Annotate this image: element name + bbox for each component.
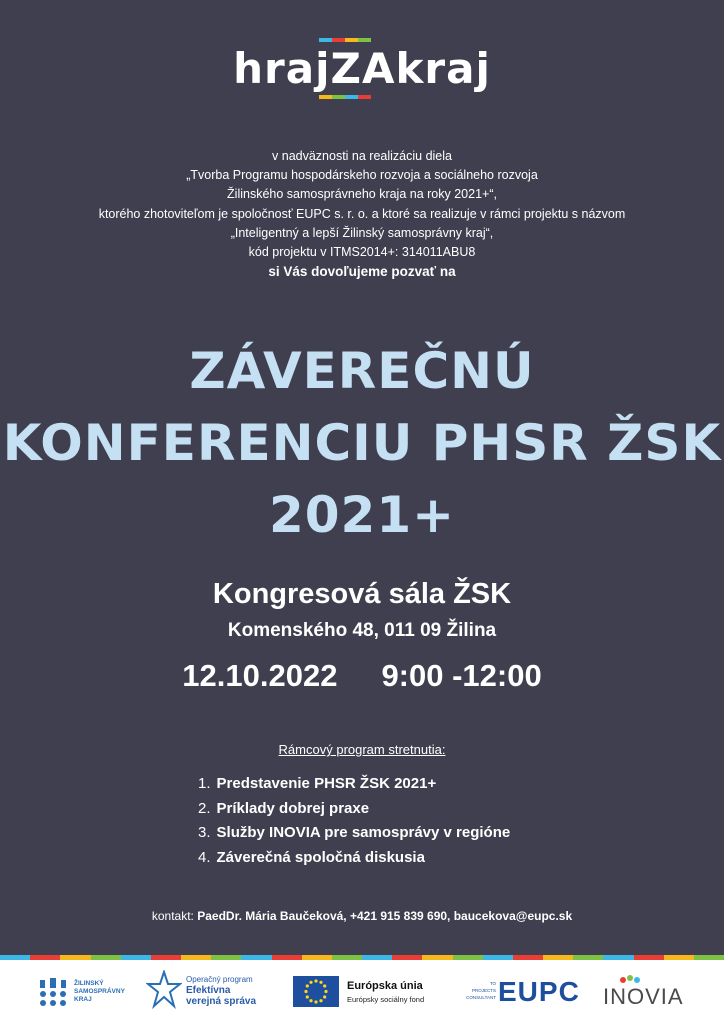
contact-line [0, 909, 724, 923]
op-line-1: Operačný program [186, 975, 253, 984]
stripe-segment [121, 955, 151, 960]
event-time: 9:00 -12:00 [381, 658, 542, 693]
program-item-number: 3. [198, 824, 211, 841]
invitation-line: si Vás dovoľujeme pozvať na [268, 264, 456, 280]
program-item-number: 4. [198, 848, 211, 866]
hrajzakraj-logo [0, 38, 724, 99]
zsk-line: KRAJ [74, 996, 92, 1003]
eupc-small-line: CONSULTANT [466, 995, 496, 1000]
stripe-segment [362, 955, 392, 960]
stripe-segment [453, 955, 483, 960]
program-item-text: Príklady dobrej praxe [216, 799, 370, 817]
stripe-segment [211, 955, 241, 960]
program-item [198, 772, 510, 797]
stripe-segment [181, 955, 211, 960]
venue-address: Komenského 48, 011 09 Žilina [227, 620, 497, 641]
eu-title: Európska únia [347, 980, 423, 992]
intro-line: kód projektu v ITMS2014+: 314011ABU8 [248, 245, 476, 260]
stripe-segment [694, 955, 724, 960]
program-heading: Rámcový program stretnutia: [278, 742, 446, 757]
eupc-logo [462, 978, 582, 1008]
star-person-icon [146, 970, 182, 1010]
eupc-wordmark: EUPC [498, 976, 580, 1007]
stripe-segment [30, 955, 60, 960]
intro-line: ktorého zhotoviteľom je spoločnosť EUPC s. r. o. a ktoré sa realizuje v rámci projektu s názvom [98, 206, 626, 221]
program-item-number: 1. [198, 775, 211, 792]
program-item [198, 797, 510, 822]
stripe-segment [241, 955, 271, 960]
intro-line: Žilinského samosprávneho kraja na roky 2021+“, [227, 187, 497, 202]
eupc-small-line: PROJECTS [471, 988, 496, 993]
logo-text: hrajZAkraj [233, 44, 491, 93]
color-stripe [0, 955, 724, 960]
zsk-logo [36, 976, 126, 1012]
stripe-segment [151, 955, 181, 960]
title-line-1: ZÁVEREČNÚ [189, 342, 535, 400]
contact-details: PaedDr. Mária Baučeková, +421 915 839 690, baucekova@eupc.sk [197, 909, 573, 923]
stripe-segment [483, 955, 513, 960]
logo-top-bar [319, 38, 371, 42]
stripe-segment [513, 955, 543, 960]
partner-logos [0, 962, 724, 1024]
event-date: 12.10.2022 [182, 658, 338, 693]
eu-subtitle: Európsky sociálny fond [347, 995, 425, 1004]
intro-line: v nadväznosti na realizáciu diela [272, 149, 452, 163]
op-line-2: Efektívna [186, 985, 231, 996]
conference-title [0, 335, 724, 551]
intro-line: „Tvorba Programu hospodárskeho rozvoja a sociálneho rozvoja [186, 168, 538, 183]
stripe-segment [302, 955, 332, 960]
title-line-2: KONFERENCIU PHSR ŽSK [2, 414, 722, 472]
op-line-3: verejná správa [186, 996, 257, 1007]
stripe-segment [392, 955, 422, 960]
title-line-3: 2021+ [268, 486, 456, 544]
stripe-segment [573, 955, 603, 960]
logo-bottom-bar [319, 95, 371, 99]
eu-esf-logo [293, 976, 443, 1010]
program-item [198, 846, 510, 871]
program-list [198, 772, 510, 870]
venue-name: Kongresová sála ŽSK [212, 578, 512, 610]
eupc-small-line: TO [489, 981, 496, 986]
zsk-emblem-icon [36, 976, 70, 1010]
stripe-segment [91, 955, 121, 960]
stripe-segment [664, 955, 694, 960]
stripe-segment [60, 955, 90, 960]
eu-flag-icon [293, 976, 339, 1007]
zsk-line: ŽILINSKÝ [74, 980, 104, 987]
op-efektivna-verejna-sprava-logo [146, 970, 270, 1014]
stripe-segment [543, 955, 573, 960]
event-datetime [0, 658, 724, 694]
stripe-segment [272, 955, 302, 960]
program-item-text: Predstavenie PHSR ŽSK 2021+ [216, 775, 437, 792]
contact-label: kontakt: [151, 909, 194, 923]
program-item [198, 821, 510, 846]
program-item-number: 2. [198, 799, 211, 817]
zsk-line: SAMOSPRÁVNY [74, 988, 125, 995]
stripe-segment [603, 955, 633, 960]
program-item-text: Služby INOVIA pre samosprávy v regióne [216, 824, 511, 841]
inovia-logo [601, 974, 691, 1014]
stripe-segment [0, 955, 30, 960]
program-item-text: Záverečná spoločná diskusia [216, 848, 425, 866]
intro-text [0, 147, 724, 281]
stripe-segment [634, 955, 664, 960]
stripe-segment [332, 955, 362, 960]
intro-line: „Inteligentný a lepší Žilinský samosprávny kraj“, [230, 225, 494, 240]
inovia-wordmark: INOVIA [603, 984, 684, 1009]
stripe-segment [422, 955, 452, 960]
